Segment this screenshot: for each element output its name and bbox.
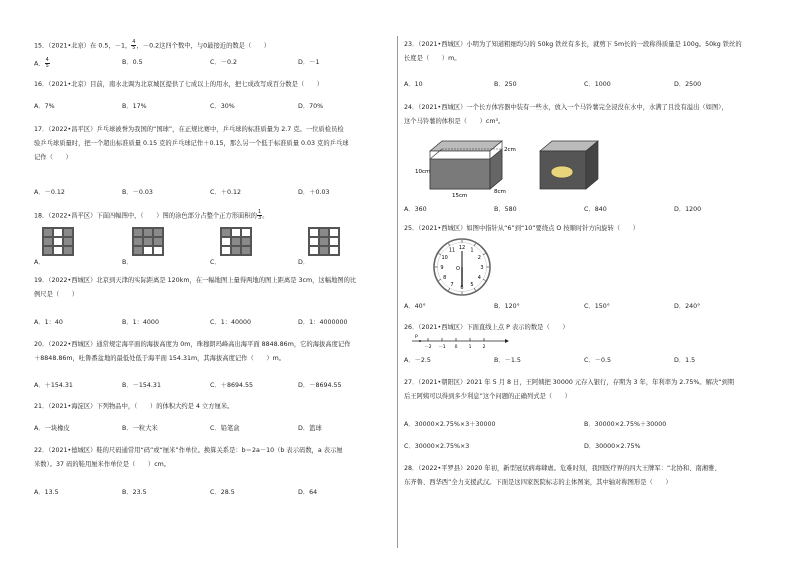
- option-b[interactable]: B．－1.5: [494, 357, 521, 364]
- option-a[interactable]: A．一块橡皮: [34, 425, 70, 432]
- option-c[interactable]: C．＋0.12: [210, 189, 242, 196]
- question-17: 17．（2022•昌平区）乒乓球被誉为我国的“国球”，在正规比赛中，乒乓球的标准质量为 2.7 克。一位质检员检 验乒乓球质量时，把一个超出标准质量 0.15 克的乒乓球记作＋0.15，那么另一个低于标准质量 0.03 克的乒乓球 记作（ ）: [34, 126, 349, 161]
- clock-number: 12: [458, 244, 466, 251]
- option-a[interactable]: A．10: [404, 81, 423, 88]
- fraction: $\frac{1}{3}$: [257, 209, 262, 221]
- options-19: [34, 318, 396, 328]
- option-b[interactable]: B．580: [494, 206, 517, 213]
- clock-center-label: O: [456, 266, 460, 272]
- dim-width: 8cm: [494, 189, 506, 195]
- clock-number: 9: [440, 264, 444, 271]
- number-line: [410, 333, 530, 351]
- options-22: [34, 488, 396, 498]
- option-d[interactable]: D．1200: [674, 206, 702, 213]
- option-d[interactable]: D．－8694.55: [298, 382, 342, 389]
- option-c[interactable]: C．840: [584, 206, 607, 213]
- option-a[interactable]: A．13.5: [34, 489, 59, 496]
- option-b[interactable]: B．250: [494, 81, 517, 88]
- options-25: [404, 302, 764, 312]
- option-a[interactable]: A．－0.12: [34, 189, 65, 196]
- option-c[interactable]: C．: [210, 259, 221, 266]
- options-26: [404, 356, 764, 366]
- container-figure: [414, 135, 634, 197]
- option-d[interactable]: D．30000×2.75%: [584, 443, 641, 450]
- option-b[interactable]: B．120°: [494, 303, 520, 310]
- dim-rise: 2cm: [504, 147, 516, 153]
- option-a[interactable]: A．＋154.31: [34, 382, 73, 389]
- option-c[interactable]: C．－0.5: [584, 357, 612, 364]
- point-p-label: P: [415, 335, 418, 340]
- option-d[interactable]: D．2500: [674, 81, 702, 88]
- options-24: [404, 205, 764, 215]
- option-c[interactable]: C．－0.2: [210, 59, 238, 66]
- clock-number: 6: [460, 284, 464, 291]
- question-25: 25．（2021•西城区）如图中指针从“6”到“10”要绕点 O 按顺时针方向旋转（ ）: [404, 225, 639, 232]
- question-23: 23．（2021•西城区）小明为了知道粗细均匀的 50kg 铁丝有多长，就剪下 5m长的一段称得质量是 100g。50kg 铁丝的 长度是（ ）m。: [404, 41, 742, 62]
- question-16: 16．（2021•北京）目前，南水北调为北京城区提供了七成以上的用水，把七成改写成百分数是（ ）: [34, 81, 324, 88]
- question-22: 22．（2021•德城区）鞋的尺码通常用“码”或“厘米”作单位。换算关系是：b＝2a－10（b 表示码数，a 表示厘 米数）。37 码的鞋用厘米作单位是（ ）cm。: [34, 447, 343, 468]
- question-19: 19．（2022•西城区）北京到天津的实际距离是 120km，在一幅地图上量得两地的图上距离是 3cm，这幅地图的比 例尺是（ ）: [34, 277, 357, 298]
- option-d[interactable]: D．: [298, 259, 310, 266]
- option-a[interactable]: A．360: [404, 206, 427, 213]
- number-line-label: 0: [454, 345, 458, 350]
- clock-number: 4: [477, 274, 481, 281]
- question-24: 24．（2021•西城区）一个长方体容器中装有一些水，放入一个马铃薯完全浸没在水中，水满了且没有溢出（如图）， 这个马铃薯的体积是（ ）cm³。: [404, 104, 728, 125]
- option-a[interactable]: A．1：40: [34, 319, 63, 326]
- question-26: 26．（2021•西城区）下面直线上点 P 表示的数是（ ）: [404, 324, 569, 331]
- dim-height: 10cm: [415, 169, 431, 175]
- grid-figure-a: [42, 227, 74, 256]
- option-b[interactable]: B．30000×2.75%＋30000: [584, 421, 667, 428]
- option-c[interactable]: C．1000: [584, 81, 611, 88]
- option-c[interactable]: C．30000×2.75%×3: [404, 443, 470, 450]
- options-20: [34, 381, 396, 391]
- options-21: [34, 424, 396, 434]
- number-line-label: －2: [424, 345, 432, 350]
- option-a[interactable]: A．－2.5: [404, 357, 431, 364]
- fraction: $\frac{4}{5}$: [132, 39, 136, 51]
- option-b[interactable]: B．23.5: [122, 489, 147, 496]
- number-line-label: 1: [468, 345, 472, 350]
- question-18: 18．（2022•昌平区）下面四幅图中，（ ）图的涂色部分占整个正方形面积的 $\frac{1}{3}$ 。: [34, 209, 269, 221]
- option-c[interactable]: C．28.5: [210, 489, 235, 496]
- clock-number: 10: [441, 254, 448, 261]
- option-d[interactable]: D．－1: [298, 59, 320, 66]
- grid-figure-b: [132, 227, 164, 256]
- question-27: 27．（2021•朝阳区）2021 年 5 月 8 日，王阿姨把 30000 元存入银行，存期为 3 年，年利率为 2.75%。解决“到期 后王阿姨可以得到多少利息”这个问题的正确列式是（ ）: [404, 379, 735, 400]
- grid-figure-c: [220, 227, 252, 256]
- option-c[interactable]: C．1：40000: [210, 319, 252, 326]
- option-a[interactable]: A．40°: [404, 303, 426, 310]
- point-p: [419, 340, 421, 342]
- option-a[interactable]: A．30000×2.75%×3＋30000: [404, 421, 496, 428]
- option-a[interactable]: A．7%: [34, 103, 55, 110]
- clock-number: 7: [450, 282, 454, 289]
- option-b[interactable]: B．一粒大米: [122, 425, 158, 432]
- question-15: 15．（2021•北京）在 0.5，－1， $\frac{4}{5}$ ，－0.2这四个数中，与0最接近的数是（ ）: [34, 39, 271, 51]
- options-27a: [404, 420, 764, 430]
- option-b[interactable]: B．0.5: [122, 59, 143, 66]
- option-c[interactable]: C．150°: [584, 303, 610, 310]
- number-line-label: 2: [482, 345, 486, 350]
- column-divider: [397, 36, 398, 548]
- option-d[interactable]: D．70%: [298, 103, 324, 110]
- option-d[interactable]: D．1.5: [674, 357, 696, 364]
- option-a[interactable]: A． $\frac{4}{5}$: [34, 57, 49, 69]
- option-a[interactable]: A．: [34, 259, 45, 266]
- options-16: [34, 102, 396, 112]
- question-21: 21．（2021•海淀区）下列物品中，（ ）的体积大约是 4 立方厘米。: [34, 403, 234, 410]
- box-top-face: [430, 141, 502, 151]
- option-d[interactable]: D．篮球: [298, 425, 322, 432]
- option-c[interactable]: C．铅笔盒: [210, 425, 240, 432]
- option-b[interactable]: B．－154.31: [122, 382, 161, 389]
- options-27b: [404, 442, 764, 452]
- option-b[interactable]: B．－0.03: [122, 189, 153, 196]
- question-28: 28．（2022•平罗县）2020 年初，新型冠状病毒肆虐。危难时刻，我国医疗界的四大王牌军：“北协和、南湘雅、 东齐鲁、西华西”全力支援武汉。下面是这四家医院标志的主体图案，其中轴对称图形是（ ）: [404, 465, 721, 486]
- clock-number: 5: [470, 282, 474, 289]
- clock-number: 8: [443, 274, 447, 281]
- option-d[interactable]: D．1：4000000: [298, 319, 348, 326]
- option-b[interactable]: B．1：4000: [122, 319, 159, 326]
- clock-number: 1: [470, 247, 474, 254]
- option-b[interactable]: B．: [122, 259, 133, 266]
- dim-length: 15cm: [452, 193, 468, 197]
- options-23: [404, 80, 764, 90]
- option-d[interactable]: D．64: [298, 489, 318, 496]
- options-15: [34, 58, 396, 68]
- question-20: 20．（2022•西城区）通常规定海平面的海拔高度为 0m，珠穆朗玛峰高出海平面 8848.86m，它的海拔高度记作 ＋8848.86m，吐鲁番盆地的最低处低于海平面 154.31m，其海拔高度记作（ ）m。: [34, 341, 351, 362]
- options-17: [34, 188, 396, 198]
- clock-number: 2: [477, 254, 481, 261]
- clock-number: 3: [480, 264, 484, 271]
- water-front: [430, 159, 490, 189]
- clock-figure: [432, 237, 492, 297]
- clock-number: 11: [448, 247, 456, 254]
- option-c[interactable]: C．30%: [210, 103, 235, 110]
- option-c[interactable]: C．＋8694.55: [210, 382, 254, 389]
- grid-figure-d: [308, 227, 340, 256]
- number-line-label: －1: [438, 345, 446, 350]
- option-d[interactable]: D．＋0.03: [298, 189, 330, 196]
- option-b[interactable]: B．17%: [122, 103, 147, 110]
- option-d[interactable]: D．240°: [674, 303, 701, 310]
- potato: [551, 166, 573, 178]
